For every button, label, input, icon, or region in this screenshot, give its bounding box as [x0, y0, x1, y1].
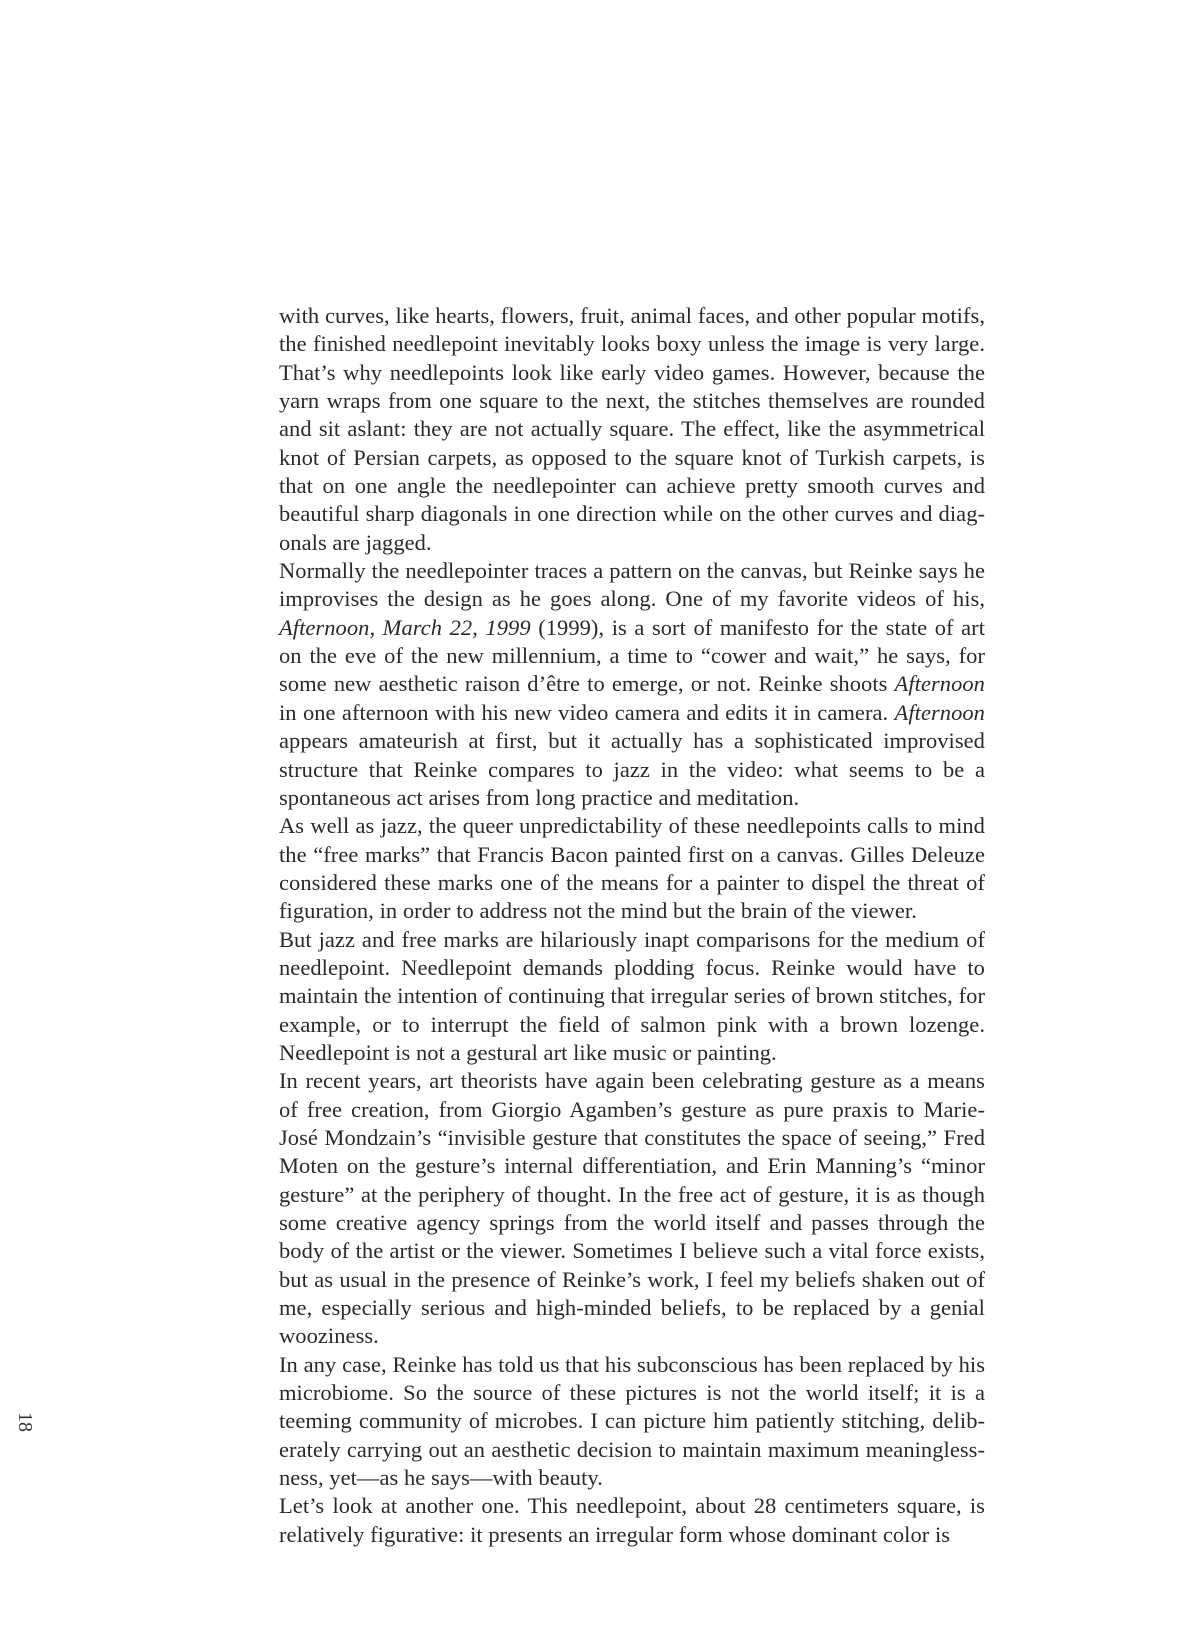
text-run: (1999), is a sort of manifesto for the state of art on the eve of the new millennium, a time to “cower and wait,” he says, for some new aesthetic raison d’être to emerge, or not. Reinke shoots — [279, 614, 985, 697]
italic-title: Afternoon, March 22, 1999 — [279, 614, 531, 640]
text-run: in one afternoon with his new video camera and edits it in camera. — [279, 699, 895, 725]
text-run: As well as jazz, the queer unpredictability of these needlepoints calls to mind the “free marks” that Francis Bacon painted first on a canvas. Gilles Deleuze considered these marks one of the means for a painter to dispel the threat of figuration, in order to address not the mind but the brain of the viewer. — [279, 813, 985, 924]
text-run: In recent years, art theorists have again been celebrating gesture as a means of free creation, from Giorgio Agamben’s gesture as pure praxis to Marie-José Mondzain’s “invisible gesture that constitutes the space of seeing,” Fred Moten on the gesture’s internal differentiation, and Erin Manning’s “minor gesture” at the periphery of thought. In the free act of gesture, it is as though some creative agency springs from the world itself and passes through the body of the artist or the viewer. Sometimes I believe such a vital force exists, but as usual in the presence of Reinke’s work, I feel my beliefs shaken out of me, especially serious and high-minded beliefs, to be replaced by a genial wooziness. — [279, 1068, 985, 1349]
text-run: Let’s look at another one. This needlepoint, about 28 centimeters square, is relatively figurative: it presents an irregular form whose dominant color is — [279, 1493, 985, 1547]
paragraph — [279, 812, 985, 925]
page-number: 18 — [14, 1412, 36, 1432]
paragraph — [279, 302, 985, 557]
paragraph — [279, 557, 985, 812]
paragraph — [279, 1067, 985, 1350]
text-run: with curves, like hearts, flowers, fruit, animal faces, and other popular motifs, the finished needlepoint inevitably looks boxy unless the image is very large. That’s why needlepoints look like early video games. However, because the yarn wraps from one square to the next, the stitches themselves are rounded and sit aslant: they are not actually square. The effect, like the asymmetrical knot of Persian carpets, as opposed to the square knot of Turkish carpets, is that on one angle the needlepointer can achieve pretty smooth curves and beautiful sharp diagonals in one direction while on the other curves and diagonals are jagged. — [279, 303, 985, 555]
text-run: Normally the needlepointer traces a pattern on the canvas, but Reinke says he improvises the design as he goes along. One of my favorite videos of his, — [279, 558, 985, 612]
text-run: But jazz and free marks are hilariously inapt comparisons for the medium of needlepoint. Needlepoint demands plodding focus. Reinke would have to maintain the intention of continuing that irregular series of brown stitches, for example, or to interrupt the field of salmon pink with a brown lozenge. Needlepoint is not a gestural art like music or painting. — [279, 926, 985, 1065]
text-run: In any case, Reinke has told us that his subconscious has been replaced by his microbiome. So the source of these pictures is not the world itself; it is a teeming community of microbes. I can picture him patiently stitching, deliberately carrying out an aesthetic decision to maintain maximum meaninglessness, yet—as he says—with beauty. — [279, 1351, 985, 1491]
italic-title: Afternoon — [894, 671, 985, 697]
paragraph — [279, 1492, 985, 1549]
paragraph — [279, 926, 985, 1068]
paragraph — [279, 1351, 985, 1493]
text-run: appears amateurish at first, but it actually has a sophisticated improvised structure that Reinke compares to jazz in the video: what seems to be a spontaneous act arises from long practice and meditation. — [279, 728, 985, 810]
body-text — [279, 302, 985, 1549]
italic-title: Afternoon — [894, 699, 985, 725]
